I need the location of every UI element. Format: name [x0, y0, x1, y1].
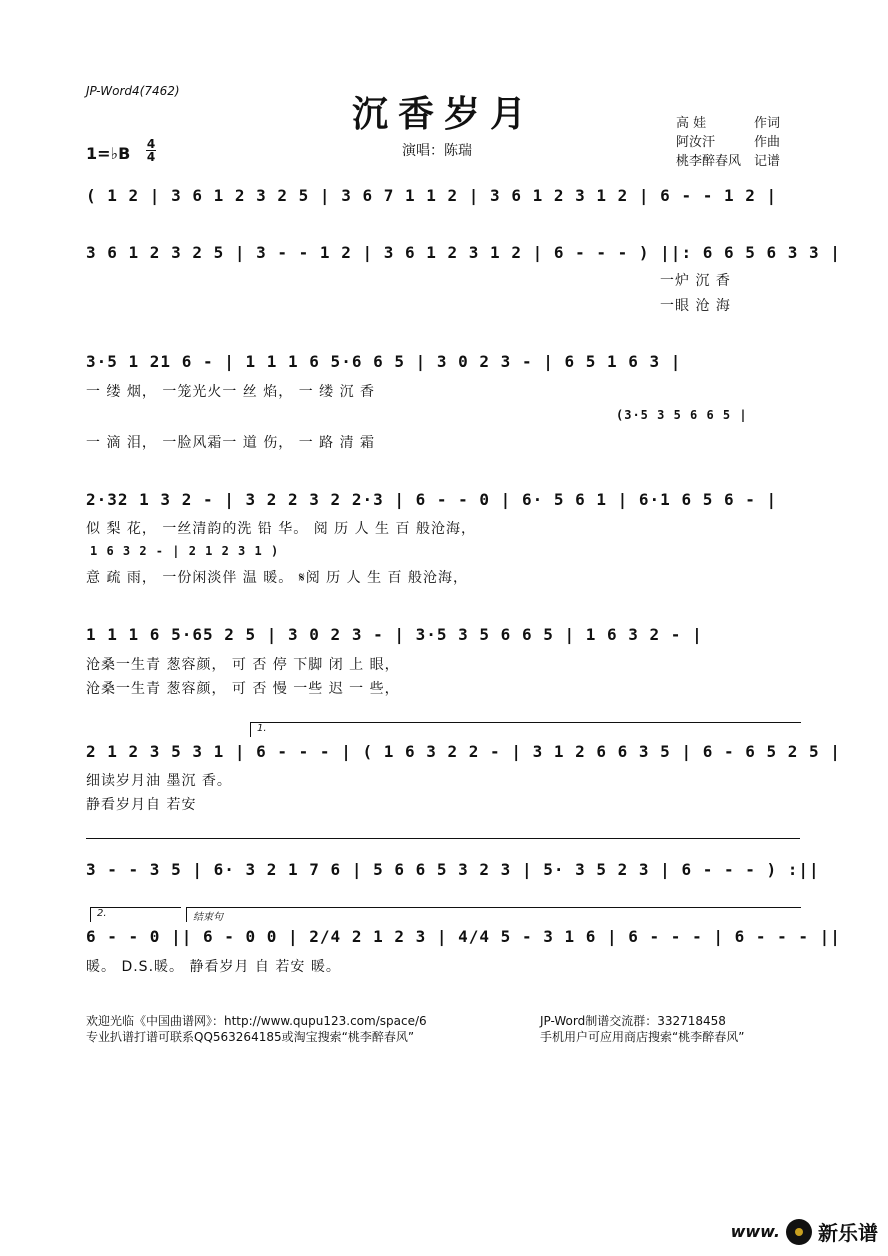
watermark-brand: 新乐谱	[818, 1221, 878, 1245]
watermark-logo	[731, 1217, 878, 1246]
singer: 演唱：陈瑞	[402, 143, 472, 159]
system-6-lyric-1: 细读岁月油 墨沉 香。	[86, 773, 232, 789]
system-3-lyric-1: 一 缕 烟， 一笼光火一 丝 焰， 一 缕 沉 香	[86, 384, 376, 400]
system-2-notes: 3 6 1 2 3 2 5 | 3 - - 1 2 | 3 6 1 2 3 1 2 | 6 - - - ) ||: 6 6 5 6 3 3 |	[86, 243, 841, 262]
system-4-lyric-1: 似 梨 花， 一丝清韵的洗 铅 华。 阅 历 人 生 百 般沧海，	[86, 521, 476, 537]
footer-left-line-2: 专业扒谱打谱可联系QQ563264185或淘宝搜索“桃李醉春风”	[86, 1030, 415, 1044]
volta-1-label: 1.	[257, 723, 267, 734]
system-7-notes: 3 - - 3 5 | 6· 3 2 1 7 6 | 5 6 6 5 3 2 3 | 5· 3 5 2 3 | 6 - - - ) :||	[86, 860, 820, 879]
ending-label: 结束句	[193, 912, 223, 923]
lyricist-name: 高 娃	[676, 116, 707, 131]
system-3-lyric-2: 一 滴 泪， 一脸风霜一 道 伤， 一 路 清 霜	[86, 435, 376, 451]
system-4-notes: 2·32 1 3 2 - | 3 2 2 3 2 2·3 | 6 - - 0 | 6· 5 6 1 | 6·1 6 5 6 - |	[86, 490, 778, 509]
system-5-lyric-2: 沧桑一生青 葱容颜， 可 否 慢 一些 迟 一 些，	[86, 681, 400, 697]
system-8-notes: 6 - - 0 || 6 - 0 0 | 2/4 2 1 2 3 | 4/4 5 - 3 1 6 | 6 - - - | 6 - - - ||	[86, 927, 841, 946]
volta-1-bracket	[250, 722, 801, 737]
vinyl-disc-icon	[786, 1219, 812, 1245]
system-3-alt-notes: (3·5 3 5 6 6 5 |	[616, 408, 748, 422]
volta-2-label: 2.	[97, 908, 107, 919]
song-title: 沉香岁月	[351, 93, 536, 135]
composer-name: 阿汝汗	[676, 135, 716, 150]
system-6-notes: 2 1 2 3 5 3 1 | 6 - - - | ( 1 6 3 2 2 - | 3 1 2 6 6 3 5 | 6 - 6 5 2 5 |	[86, 742, 841, 761]
footer-right-line-2: 手机用户可应用商店搜索“桃李醉春风”	[540, 1030, 745, 1044]
time-signature	[146, 138, 156, 163]
volta-2-bracket	[90, 907, 181, 922]
system-5-lyric-1: 沧桑一生青 葱容颜， 可 否 停 下脚 闭 上 眼，	[86, 657, 400, 673]
transcriber-name: 桃李醉春风	[676, 154, 742, 169]
system-4-alt-notes: 1 6 3 2 - | 2 1 2 3 1 )	[90, 544, 280, 558]
system-2-lyric-1: 一炉 沉 香	[660, 273, 731, 289]
meter-bottom: 4	[146, 150, 156, 164]
volta-1-continuation	[86, 838, 800, 853]
lyricist-role: 作词	[754, 116, 781, 131]
ending-bracket	[186, 907, 801, 922]
system-2-lyric-2: 一眼 沧 海	[660, 298, 731, 314]
system-5-notes: 1 1 1 6 5·65 2 5 | 3 0 2 3 - | 3·5 3 5 6 6 5 | 1 6 3 2 - |	[86, 625, 703, 644]
system-8-lyric-1: 暖。 D.S.暖。 静看岁月 自 若安 暖。	[86, 959, 341, 975]
system-1-notes: ( 1 2 | 3 6 1 2 3 2 5 | 3 6 7 1 1 2 | 3 6 1 2 3 1 2 | 6 - - 1 2 |	[86, 186, 778, 205]
footer-right-line-1: JP-Word制谱交流群：332718458	[540, 1014, 726, 1028]
credit-lyricist	[676, 112, 780, 131]
watermark-www: www.	[730, 1222, 780, 1241]
meter-top: 4	[146, 137, 156, 151]
key-signature: 1=♭B	[86, 144, 131, 163]
system-6-lyric-2: 静看岁月自 若安	[86, 797, 197, 813]
system-4-lyric-2: 意 疏 雨， 一份闲淡伴 温 暖。 𝄋阅 历 人 生 百 般沧海，	[86, 570, 468, 586]
credit-composer	[676, 131, 780, 150]
system-3-notes: 3·5 1 21 6 - | 1 1 1 6 5·6 6 5 | 3 0 2 3 - | 6 5 1 6 3 |	[86, 352, 682, 371]
credit-transcriber	[676, 150, 780, 169]
transcriber-role: 记谱	[754, 154, 781, 169]
composer-role: 作曲	[754, 135, 781, 150]
footer-left-line-1: 欢迎光临《中国曲谱网》：http://www.qupu123.com/space/6	[86, 1014, 427, 1028]
software-label: JP-Word4(7462)	[86, 84, 180, 98]
